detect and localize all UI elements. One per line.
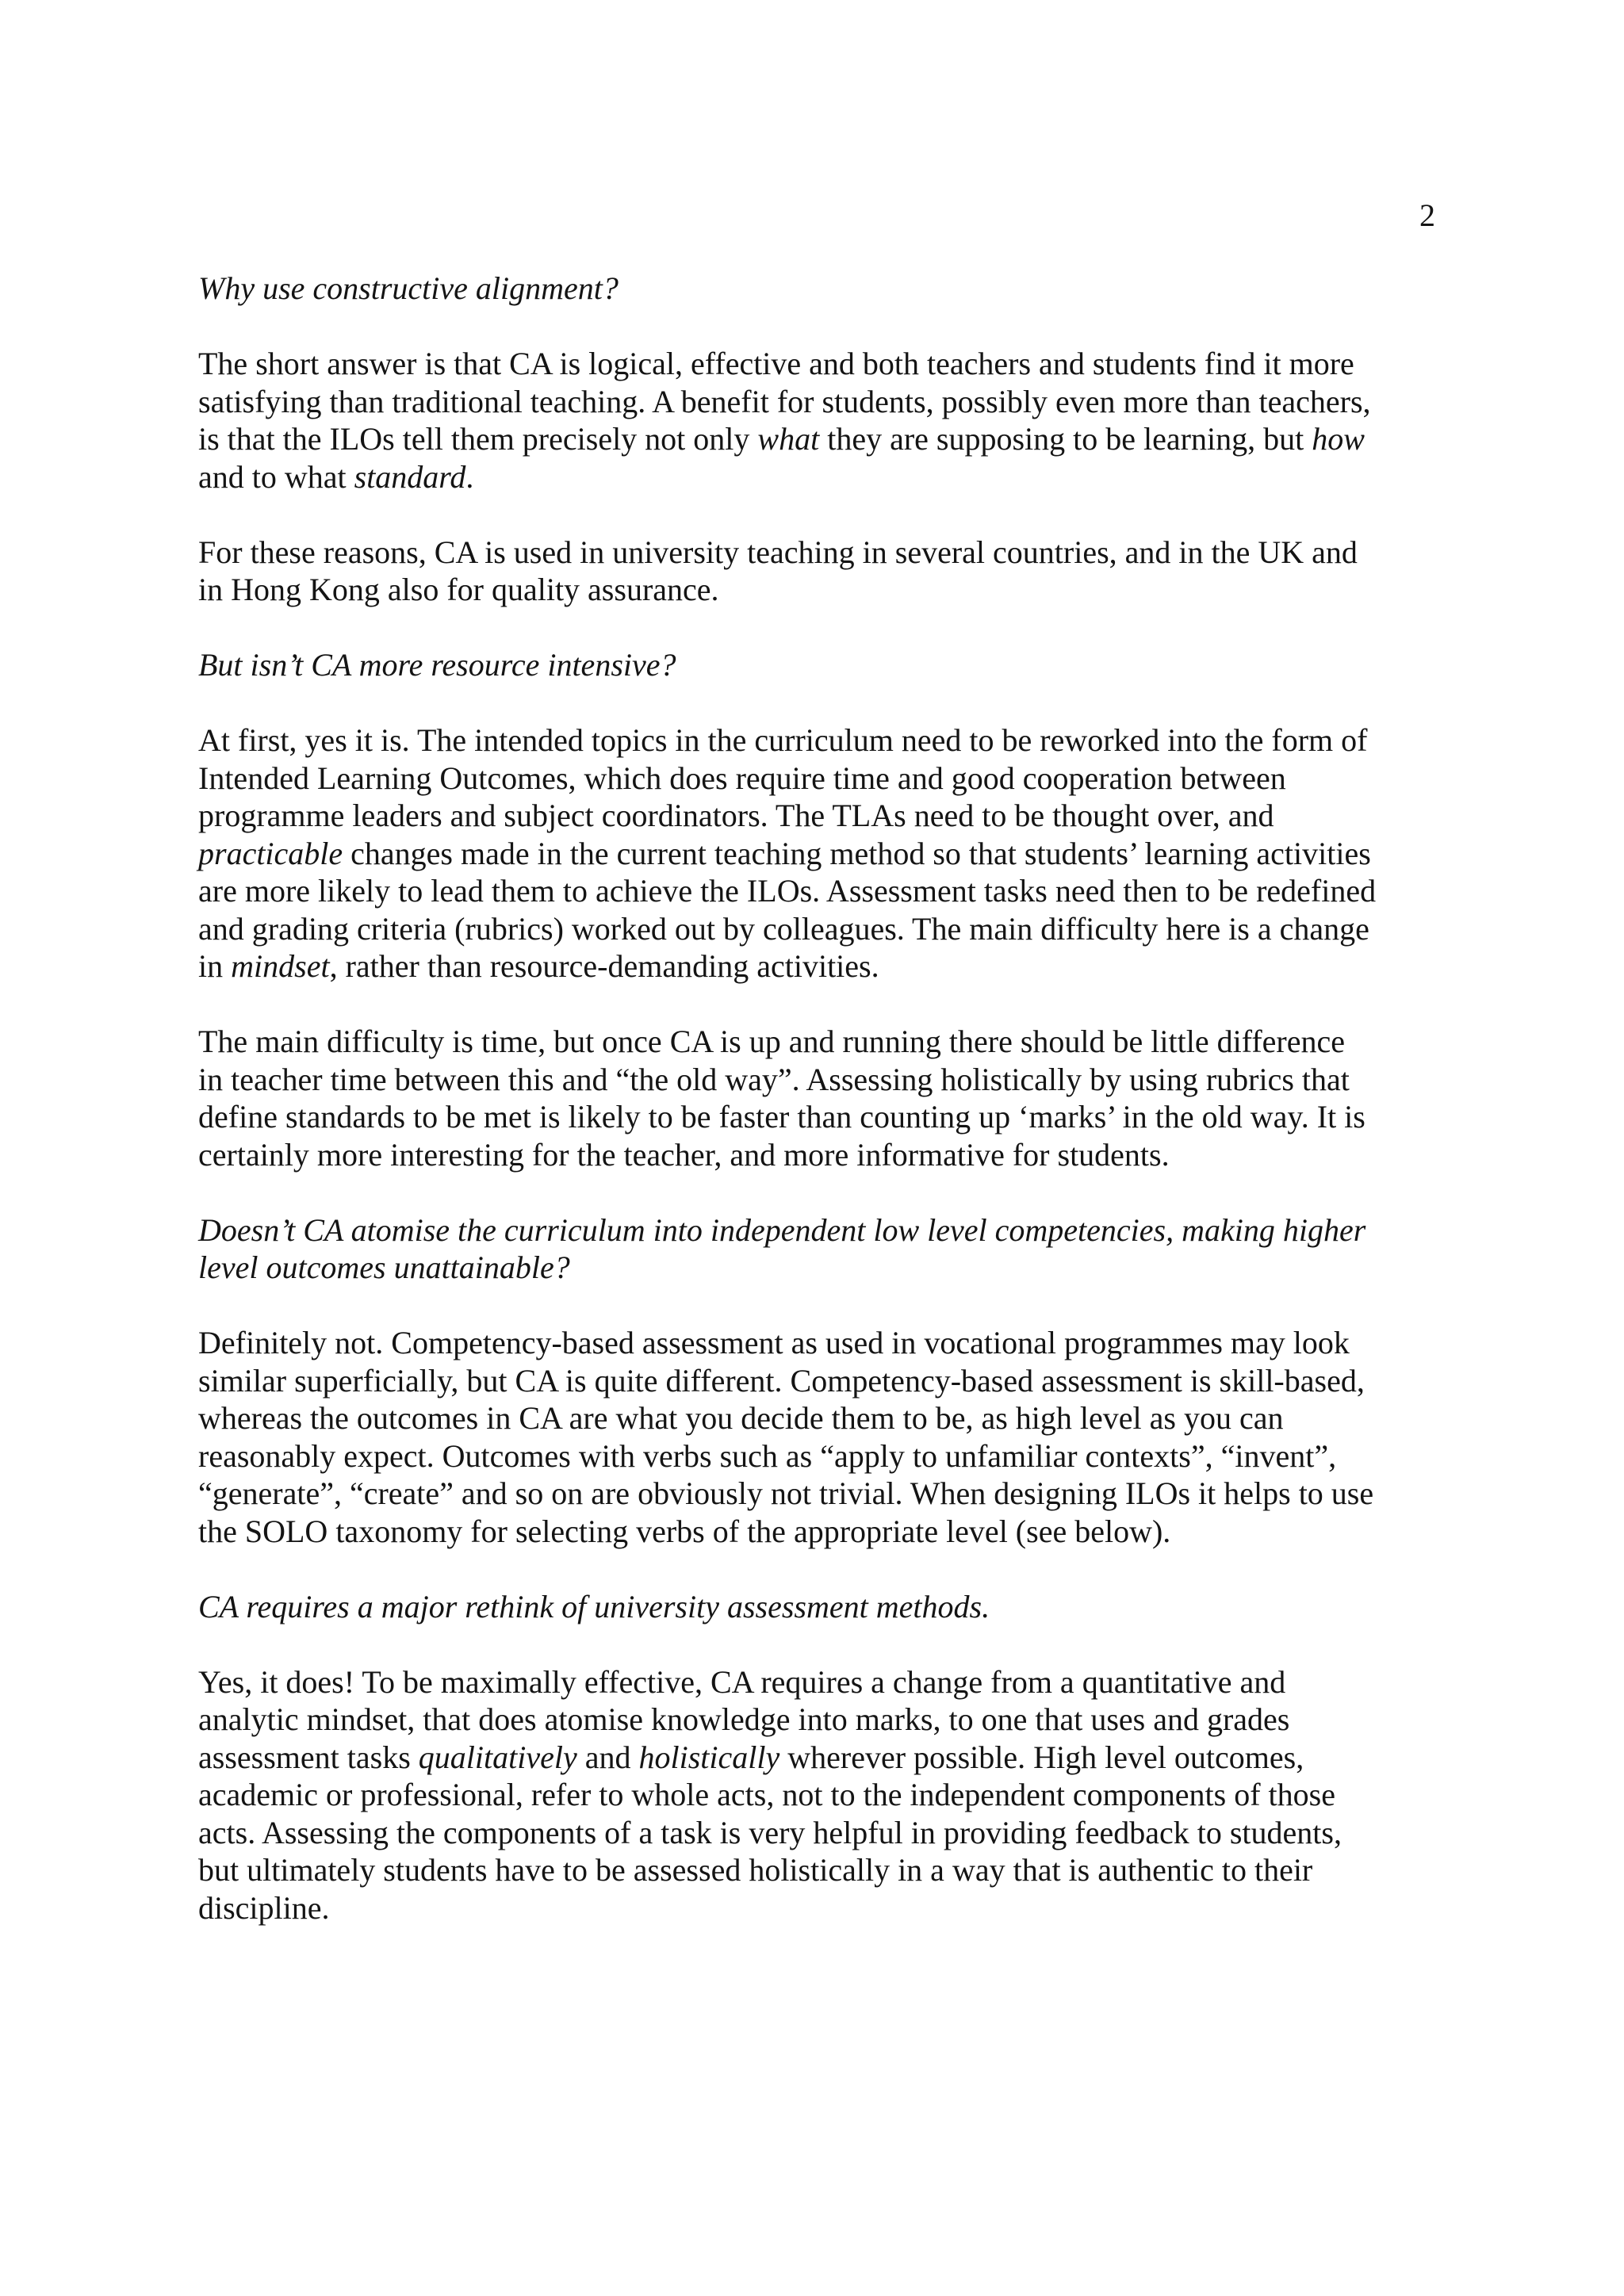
- text-line: [198, 646, 1435, 684]
- text-run: But isn’t CA more resource intensive?: [198, 647, 676, 683]
- text-run: For these reasons, CA is used in university teaching in several countries, and in the UK and: [198, 534, 1358, 570]
- text-line: [198, 270, 1435, 308]
- text-line: [198, 1701, 1435, 1739]
- text-line: [198, 872, 1435, 910]
- paragraph-reasons: [198, 534, 1435, 609]
- text-line: [198, 1475, 1435, 1513]
- text-line: [198, 383, 1435, 421]
- italic-run: practicable: [198, 835, 343, 871]
- italic-run: how: [1312, 421, 1365, 457]
- text-run: The main difficulty is time, but once CA is up and running there should be little difference: [198, 1024, 1345, 1059]
- text-line: [198, 458, 1435, 496]
- text-line: [198, 1776, 1435, 1814]
- text-line: [198, 721, 1435, 760]
- text-line: [198, 1098, 1435, 1136]
- text-line: [198, 1513, 1435, 1551]
- text-run: , rather than resource-demanding activities.: [329, 948, 879, 984]
- text-line: [198, 910, 1435, 948]
- text-run: in teacher time between this and “the old way”. Assessing holistically by using rubrics that: [198, 1061, 1350, 1097]
- text-line: [198, 1249, 1435, 1287]
- text-line: [198, 1061, 1435, 1099]
- document-body: [198, 270, 1435, 1965]
- paragraph-main-difficulty: [198, 1023, 1435, 1173]
- text-run: CA requires a major rethink of university assessment methods.: [198, 1588, 990, 1624]
- text-line: [198, 1889, 1435, 1927]
- italic-run: what: [757, 421, 820, 457]
- italic-run: holistically: [638, 1739, 780, 1775]
- text-run: Doesn’t CA atomise the curriculum into independent low level competencies, making higher: [198, 1211, 1366, 1248]
- text-line: [198, 1211, 1435, 1249]
- text-run: analytic mindset, that does atomise knowledge into marks, to one that uses and grades: [198, 1701, 1290, 1737]
- text-run: discipline.: [198, 1889, 330, 1926]
- text-run: reasonably expect. Outcomes with verbs such as “apply to unfamiliar contexts”, “invent”,: [198, 1437, 1337, 1474]
- italic-run: qualitatively: [418, 1739, 577, 1775]
- text-line: [198, 1437, 1435, 1475]
- text-run: assessment tasks: [198, 1739, 419, 1775]
- text-run: the SOLO taxonomy for selecting verbs of the appropriate level (see below).: [198, 1513, 1171, 1549]
- text-run: acts. Assessing the components of a task is very helpful in providing feedback to students,: [198, 1814, 1342, 1850]
- text-line: [198, 1324, 1435, 1362]
- text-run: level outcomes unattainable?: [198, 1249, 570, 1285]
- text-line: [198, 1399, 1435, 1437]
- text-line: [198, 534, 1435, 572]
- text-line: [198, 760, 1435, 798]
- text-run: academic or professional, refer to whole acts, not to the independent components of those: [198, 1777, 1335, 1812]
- text-line: [198, 947, 1435, 985]
- text-line: [198, 420, 1435, 458]
- text-run: define standards to be met is likely to be faster than counting up ‘marks’ in the old way. It is: [198, 1099, 1365, 1135]
- text-run: Why use constructive alignment?: [198, 270, 619, 306]
- paragraph-yes-it-does: [198, 1663, 1435, 1927]
- text-run: and grading criteria (rubrics) worked out by colleagues. The main difficulty here is a change: [198, 910, 1369, 947]
- text-line: [198, 1362, 1435, 1400]
- italic-run: mindset: [231, 948, 330, 984]
- text-line: [198, 797, 1435, 835]
- text-run: “generate”, “create” and so on are obviously not trivial. When designing ILOs it helps to use: [198, 1475, 1374, 1511]
- text-line: [198, 1739, 1435, 1777]
- text-run: Yes, it does! To be maximally effective, CA requires a change from a quantitative and: [198, 1663, 1286, 1700]
- text-line: [198, 1136, 1435, 1174]
- paragraph-short-answer: [198, 345, 1435, 496]
- paragraph-at-first: [198, 721, 1435, 985]
- paragraph-definitely-not: [198, 1324, 1435, 1550]
- heading-rethink-assessment: [198, 1588, 1435, 1626]
- text-run: Definitely not. Competency-based assessment as used in vocational programmes may look: [198, 1325, 1350, 1360]
- heading-why-use-ca: [198, 270, 1435, 308]
- text-run: .: [465, 458, 474, 495]
- text-run: satisfying than traditional teaching. A benefit for students, possibly even more than teachers,: [198, 383, 1371, 419]
- text-line: [198, 1663, 1435, 1701]
- text-run: are more likely to lead them to achieve the ILOs. Assessment tasks need then to be redefined: [198, 873, 1377, 909]
- heading-atomise: [198, 1211, 1435, 1287]
- text-run: wherever possible. High level outcomes,: [779, 1739, 1304, 1775]
- text-line: [198, 1588, 1435, 1626]
- text-line: [198, 1851, 1435, 1889]
- page-number: 2: [1419, 197, 1435, 233]
- text-line: [198, 571, 1435, 609]
- text-run: and: [576, 1739, 639, 1775]
- text-run: certainly more interesting for the teacher, and more informative for students.: [198, 1136, 1170, 1173]
- text-run: in Hong Kong also for quality assurance.: [198, 572, 719, 607]
- text-run: in: [198, 948, 232, 984]
- text-run: but ultimately students have to be assessed holistically in a way that is authentic to their: [198, 1852, 1313, 1888]
- text-run: and to what: [198, 458, 354, 495]
- heading-resource-intensive: [198, 646, 1435, 684]
- text-run: At first, yes it is. The intended topics in the curriculum need to be reworked into the form of: [198, 722, 1368, 758]
- text-line: [198, 1023, 1435, 1061]
- text-line: [198, 345, 1435, 383]
- text-run: similar superficially, but CA is quite different. Competency-based assessment is skill-based,: [198, 1362, 1365, 1399]
- text-run: The short answer is that CA is logical, effective and both teachers and students find it more: [198, 346, 1354, 381]
- text-run: programme leaders and subject coordinators. The TLAs need to be thought over, and: [198, 798, 1274, 833]
- text-line: [198, 835, 1435, 873]
- text-run: they are supposing to be learning, but: [819, 421, 1312, 457]
- italic-run: standard: [354, 458, 466, 495]
- text-run: Intended Learning Outcomes, which does require time and good cooperation between: [198, 760, 1286, 796]
- text-run: changes made in the current teaching method so that students’ learning activities: [343, 835, 1371, 871]
- text-run: is that the ILOs tell them precisely not only: [198, 421, 758, 457]
- text-run: whereas the outcomes in CA are what you decide them to be, as high level as you can: [198, 1400, 1284, 1436]
- text-line: [198, 1814, 1435, 1852]
